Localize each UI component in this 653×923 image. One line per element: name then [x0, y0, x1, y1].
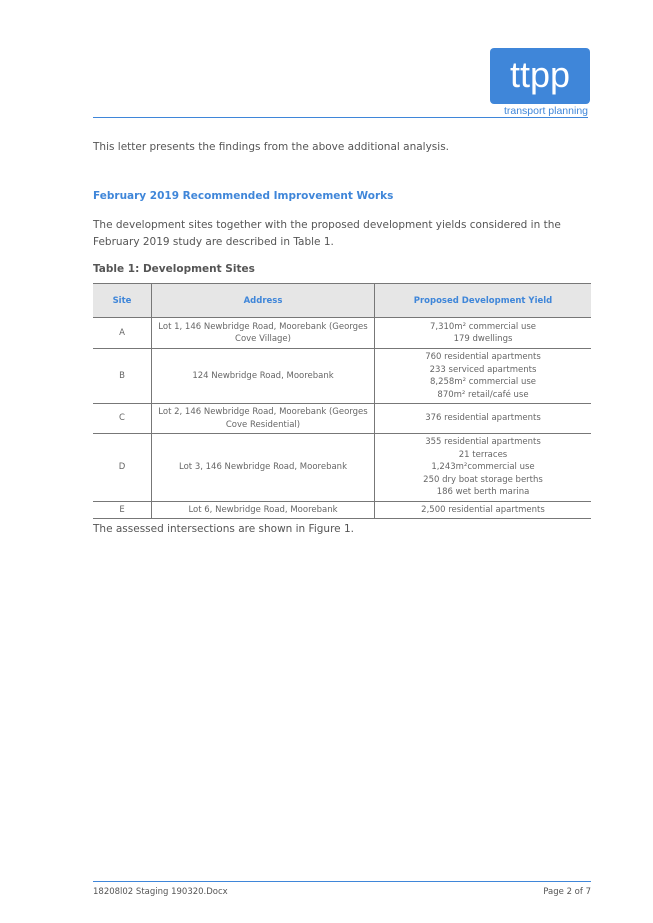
- cell-yield: [375, 434, 592, 502]
- yield-line: 7,310m² commercial use: [429, 321, 537, 332]
- cell-address: Lot 2, 146 Newbridge Road, Moorebank (Georges Cove Residential): [152, 404, 375, 434]
- yield-line: 870m² retail/café use: [437, 389, 529, 400]
- ttpp-logo: ttpp: [490, 48, 590, 104]
- cell-address: Lot 1, 146 Newbridge Road, Moorebank (Georges Cove Village): [152, 318, 375, 349]
- development-sites-table: [93, 283, 591, 519]
- cell-site: C: [93, 404, 152, 434]
- yield-line: 376 residential apartments: [425, 413, 541, 424]
- footer-divider: [93, 881, 591, 882]
- yield-line: 186 wet berth marina: [436, 487, 530, 497]
- header-address: Address: [152, 284, 375, 318]
- table-row: [93, 501, 591, 519]
- header-site: Site: [93, 284, 152, 318]
- cell-yield: [375, 318, 592, 349]
- yield-line: 250 dry boat storage berths: [423, 474, 543, 485]
- table-row: [93, 434, 591, 502]
- cell-address: Lot 3, 146 Newbridge Road, Moorebank: [152, 434, 375, 502]
- figure-reference-paragraph: The assessed intersections are shown in Figure 1.: [93, 523, 354, 535]
- table-caption: Table 1: Development Sites: [93, 263, 255, 275]
- cell-site: E: [93, 501, 152, 519]
- table-header-row: [93, 284, 591, 318]
- cell-site: D: [93, 434, 152, 502]
- logo-tagline: transport planning: [503, 105, 588, 117]
- section-heading: February 2019 Recommended Improvement Works: [93, 190, 394, 202]
- table-row: [93, 318, 591, 349]
- cell-address: Lot 6, Newbridge Road, Moorebank: [152, 501, 375, 519]
- yield-line: 760 residential apartments: [425, 352, 541, 362]
- cell-yield: [375, 404, 592, 434]
- cell-site: A: [93, 318, 152, 349]
- cell-site: B: [93, 349, 152, 404]
- yield-line: 355 residential apartments: [425, 437, 541, 447]
- table-row: [93, 404, 591, 434]
- cell-address: 124 Newbridge Road, Moorebank: [152, 349, 375, 404]
- yield-line: 2,500 residential apartments: [421, 504, 545, 515]
- cell-yield: [375, 349, 592, 404]
- header-yield: Proposed Development Yield: [375, 284, 592, 318]
- intro-paragraph: This letter presents the findings from the above additional analysis.: [93, 141, 450, 153]
- yield-line: 233 serviced apartments: [429, 364, 537, 375]
- page-number: Page 2 of 7: [543, 887, 591, 897]
- cell-yield: [375, 501, 592, 519]
- yield-line: 21 terraces: [458, 449, 508, 460]
- header-divider: [93, 117, 588, 118]
- yield-line: 1,243m²commercial use: [431, 462, 535, 472]
- body-paragraph: The development sites together with the proposed development yields considered in the February 2019 study are described in Table 1.: [93, 219, 561, 248]
- table-row: [93, 349, 591, 404]
- yield-line: 8,258m² commercial use: [429, 377, 537, 387]
- yield-line: 179 dwellings: [453, 334, 513, 344]
- document-reference: 18208l02 Staging 190320.Docx: [93, 887, 228, 897]
